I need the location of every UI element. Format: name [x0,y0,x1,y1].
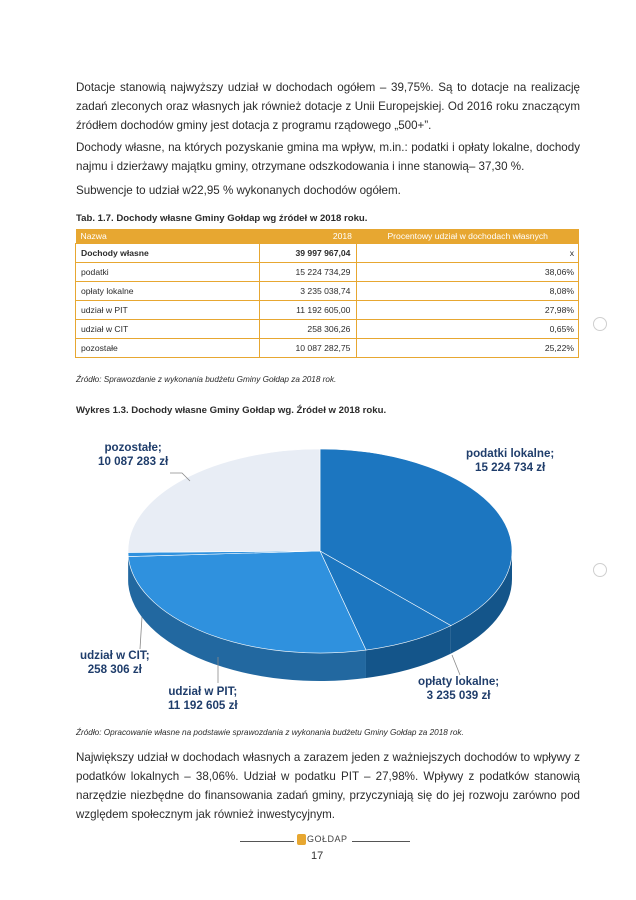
label-cit-value: 258 306 zł [87,663,142,676]
goldap-logo-icon [297,834,306,845]
chart-caption: Wykres 1.3. Dochody własne Gminy Gołdap wg. Źródeł w 2018 roku. [76,405,387,416]
cell-amount: 258 306,26 [259,320,357,339]
table-header-row [76,229,579,244]
cell-percent: 38,06% [357,263,579,282]
cell-percent: 0,65% [357,320,579,339]
paragraph-subwencje: Subwencje to udział w22,95 % wykonanych dochodów ogółem. [76,184,401,197]
label-pit [168,685,238,713]
leader-line-3 [452,655,460,675]
label-podatki-value: 15 224 734 zł [475,461,546,474]
label-cit [80,649,150,677]
header-percent: Procentowy udział w dochodach własnych [357,229,579,244]
paragraph-dotacje: Dotacje stanowią najwyższy udział w dochodach ogółem – 39,75%. Są to dotacje na realizację zadań zleconych oraz własnych jak również dotacje z Unii Europejskiej. Od 2016 roku znaczącym źródłem dochodów gminy jest dotacja z programu rządowego „500+”. [76,81,580,132]
chart-source: Źródło: Opracowanie własne na podstawie sprawozdania z wykonania budżetu Gminy Gołdap za 2018 rok. [76,728,464,737]
cell-name: udział w CIT [76,320,260,339]
footer-brand: GOŁDAP [307,834,348,844]
label-oplaty [418,675,499,703]
table-caption: Tab. 1.7. Dochody własne Gminy Gołdap wg źródeł w 2018 roku. [76,213,368,224]
label-podatki-name: podatki lokalne; [466,447,555,460]
footer-line-left [240,841,294,842]
label-pozostale-name: pozostałe; [104,441,162,454]
cell-name: udział w PIT [76,301,260,320]
table-row [76,244,579,263]
cell-amount: 3 235 038,74 [259,282,357,301]
cell-name: pozostałe [76,339,260,358]
punch-hole-mark [593,317,607,331]
cell-amount: 15 224 734,29 [259,263,357,282]
table-row [76,282,579,301]
label-pit-value: 11 192 605 zł [168,699,238,712]
page-number: 17 [311,850,324,862]
cell-percent: 27,98% [357,301,579,320]
cell-percent: x [357,244,579,263]
label-cit-name: udział w CIT; [80,649,150,662]
label-pit-name: udział w PIT; [168,685,238,698]
label-oplaty-value: 3 235 039 zł [426,689,491,702]
punch-hole-mark [593,563,607,577]
income-table [75,229,579,358]
pie-chart [78,421,578,721]
header-nazwa: Nazwa [76,229,260,244]
cell-amount: 11 192 605,00 [259,301,357,320]
cell-percent: 25,22% [357,339,579,358]
table-row [76,320,579,339]
paragraph-dochody-wlasne: Dochody własne, na których pozyskanie gmina ma wpływ, m.in.: podatki i opłaty lokalne, dochody najmu i dzierżawy majątku gminy, otrzymane odszkodowania i inne stanowią– 37,30 %. [76,141,580,173]
table-row [76,339,579,358]
leader-line-1 [140,617,142,649]
label-podatki [466,447,554,475]
cell-name: podatki [76,263,260,282]
table-row [76,301,579,320]
cell-amount: 10 087 282,75 [259,339,357,358]
cell-name: opłaty lokalne [76,282,260,301]
label-pozostale-value: 10 087 283 zł [98,455,169,468]
footer-line-right [352,841,410,842]
cell-name: Dochody własne [76,244,260,263]
cell-percent: 8,08% [357,282,579,301]
cell-amount: 39 997 967,04 [259,244,357,263]
table-source: Źródło: Sprawozdanie z wykonania budżetu Gminy Gołdap za 2018 rok. [76,375,337,384]
table-row [76,263,579,282]
label-pozostale [98,441,168,469]
paragraph-summary: Największy udział w dochodach własnych a zarazem jeden z ważniejszych dochodów to wpływy z podatków lokalnych – 38,06%. Udział w podatku PIT – 27,98%. Wpływy z podatków stanowią narzędzie niezbędne do finansowania zadań gminy, przyczyniają się do jej rozwoju zarówno pod względem społecznym jak również inwestycyjnym. [76,751,580,821]
label-oplaty-name: opłaty lokalne; [418,675,500,688]
header-2018: 2018 [259,229,357,244]
